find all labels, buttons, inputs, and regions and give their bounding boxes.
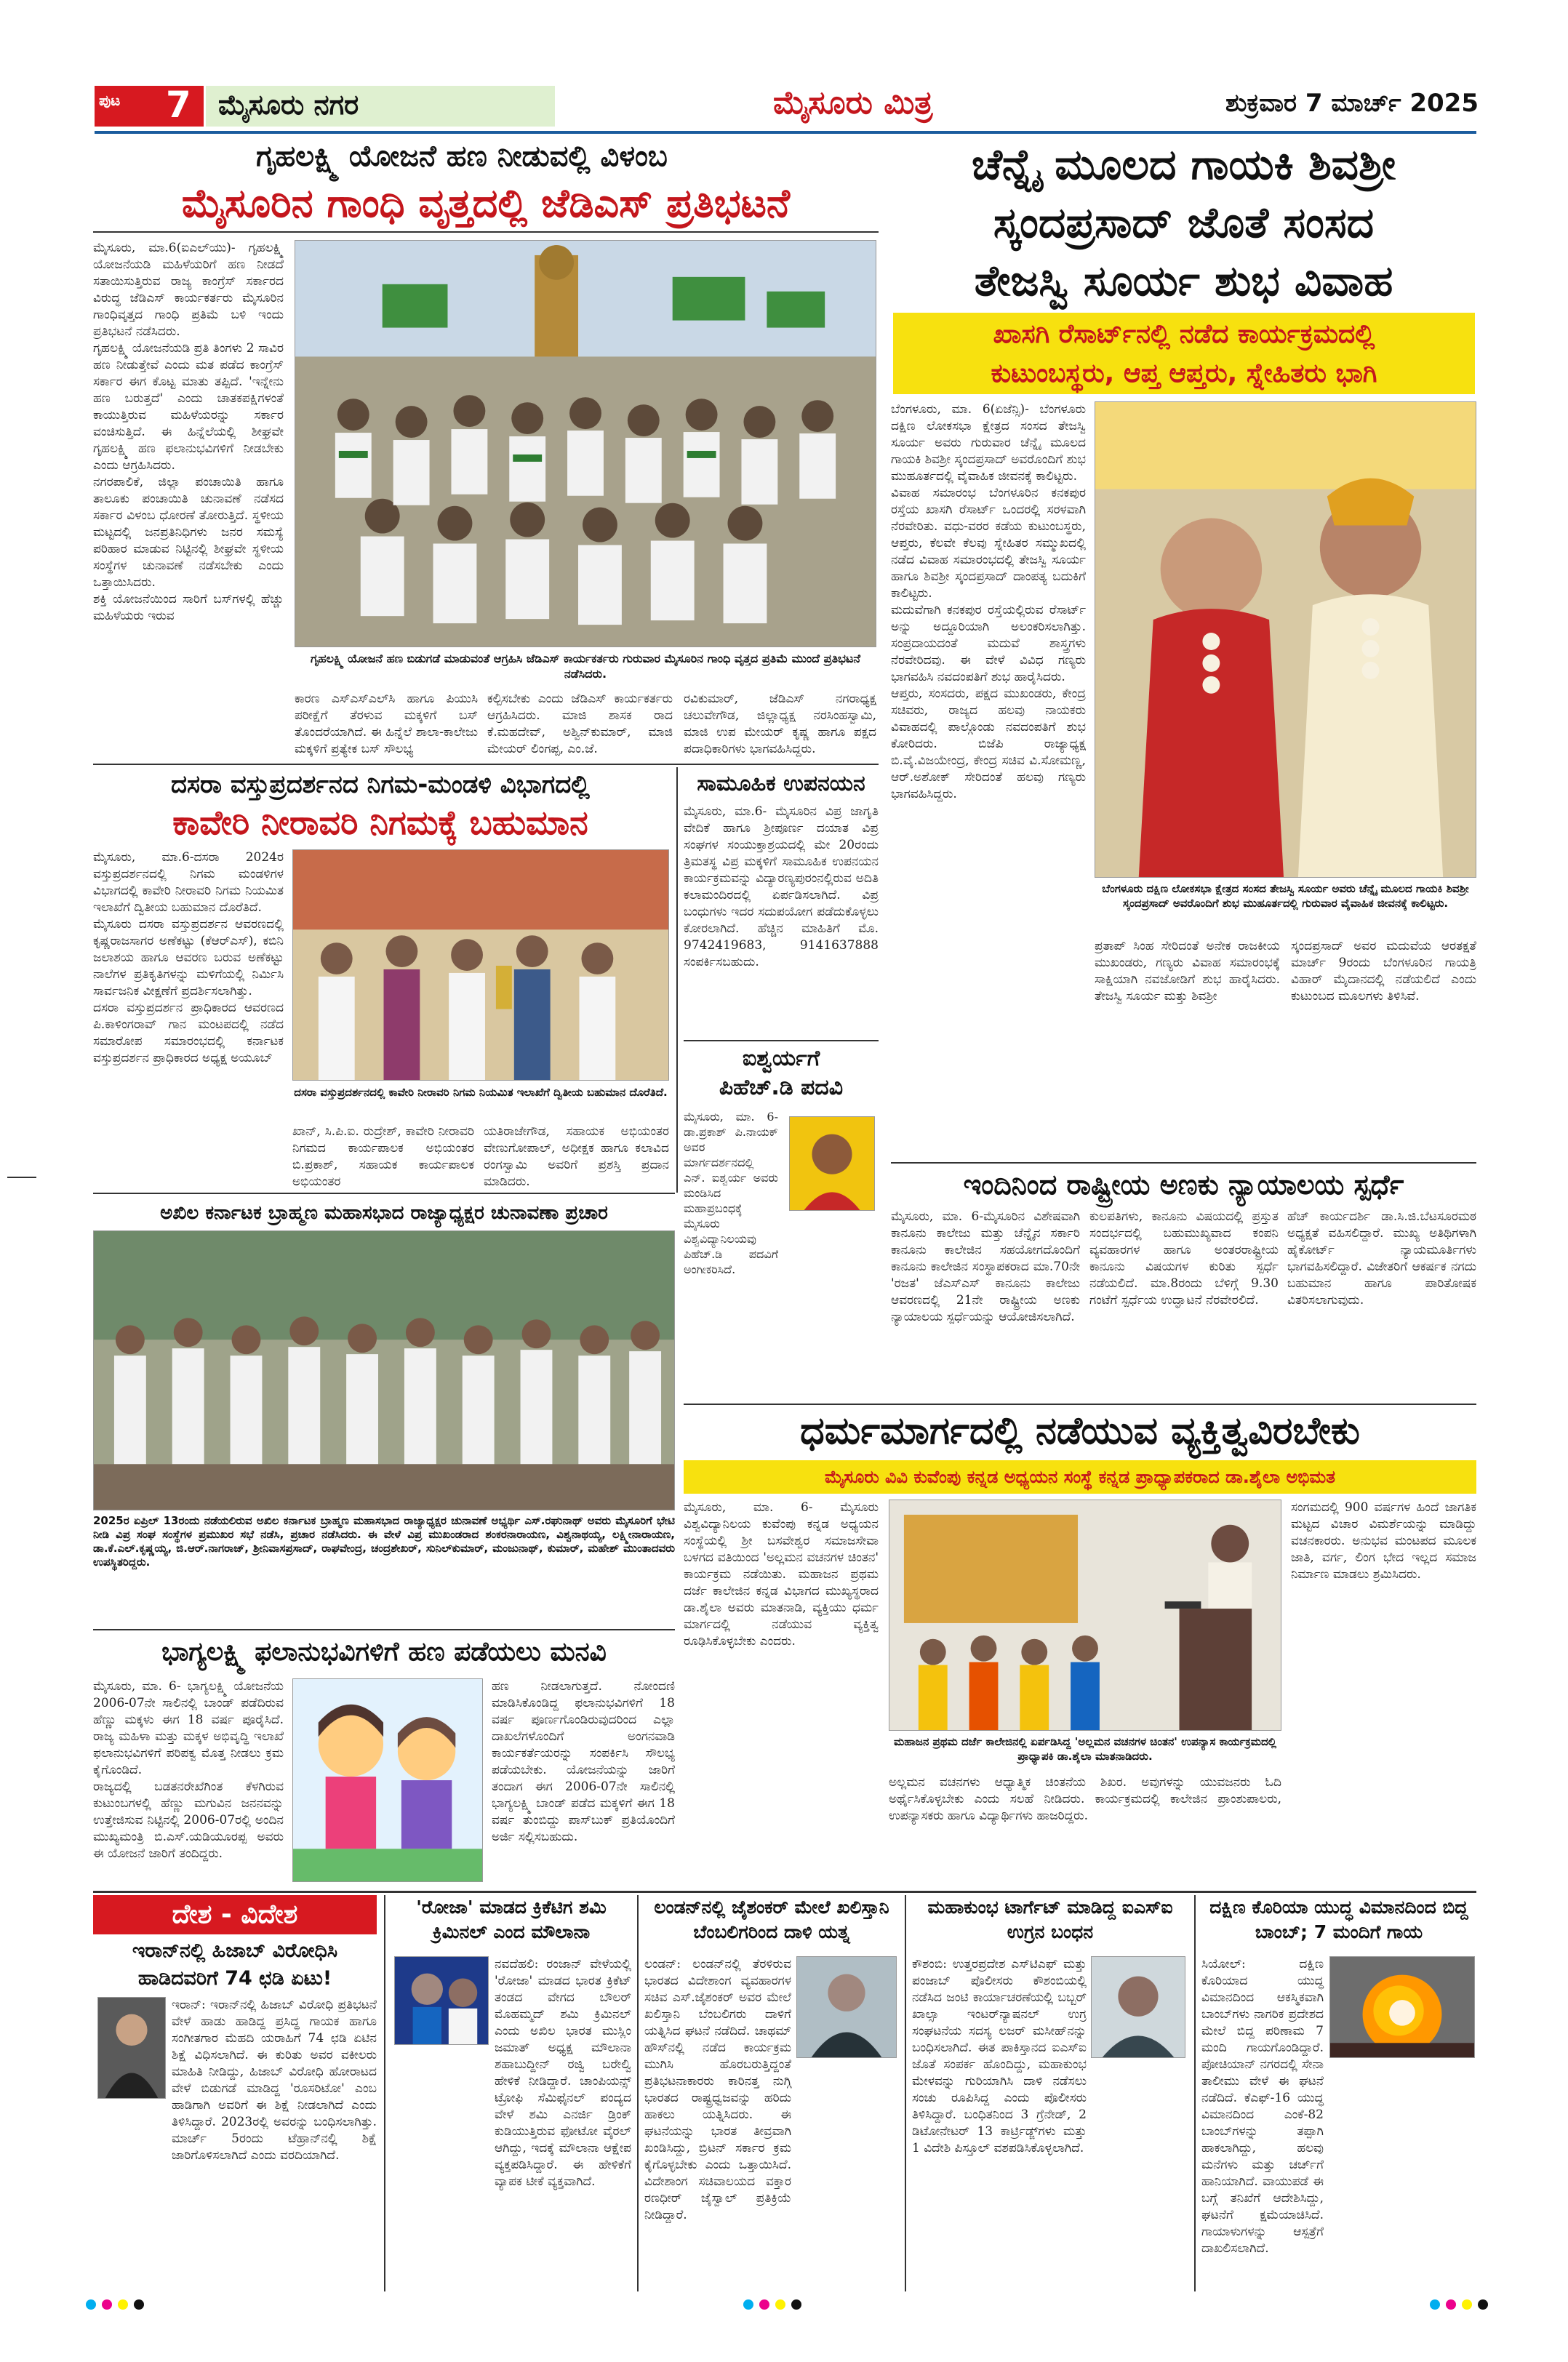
brahmana-meeting-photo [93, 1230, 675, 1510]
wedding-subhead-2: ಕುಟುಂಬಸ್ಥರು, ಆಪ್ತ ಆಪ್ತರು, ಸ್ನೇಹಿತರು ಭಾಗಿ [991, 359, 1377, 388]
kaveri-column-1: ಮೈಸೂರು, ಮಾ.6-ದಸರಾ 2024ರ ವಸ್ತುಪ್ರದರ್ಶನದಲ್ಲಿ ನಿಗಮ ಮಂಡಳಿಗಳ ವಿಭಾಗದಲ್ಲಿ ಕಾವೇರಿ ನೀರಾವರಿ ನಿಗಮ ನಿಯಮಿತ ಇಲಾಖೆಗೆ ದ್ವಿತೀಯ ಬಹುಮಾನ ದೊರೆತಿದೆ. ಮೈಸೂರು ದಸರಾ ವಸ್ತುಪ್ರದರ್ಶನ ಆವರಣದಲ್ಲಿ ಕೃಷ್ಣರಾಜಸಾಗರ ಅಣೆಕಟ್ಟು (ಕೆಆರ್‌ಎಸ್), ಕಬಿನಿ ಜಲಾಶಯ ಹಾಗೂ ಆವರಣ ಬರುವ ಅಣೆಕಟ್ಟು ನಾಲೆಗಳ ಪ್ರತಿಕೃತಿಗಳನ್ನು ಮಳಿಗೆಯಲ್ಲಿ ನಿರ್ಮಿಸಿ ಸಾರ್ವಜನಿಕ ವೀಕ್ಷಣೆಗೆ ಪ್ರದರ್ಶಿಸಲಾಗಿತ್ತು. ದಸರಾ ವಸ್ತುಪ್ರದರ್ಶನ ಪ್ರಾಧಿಕಾರದ ಆವರಣದ ಪಿ.ಕಾಳಿಂಗರಾವ್ ಗಾನ ಮಂಟಪದಲ್ಲಿ ನಡೆದ ಸಮಾರೋಪ ಸಮಾರಂಭದಲ್ಲಿ ಕರ್ನಾಟಕ ವಸ್ತುಪ್ರದರ್ಶನ ಪ್ರಾಧಿಕಾರದ ಅಧ್ಯಕ್ಷ ಅಯೂಬ್ [93, 850, 284, 1065]
bhagyalakshmi-top-rule [93, 1629, 675, 1630]
dharma-headline: ಧರ್ಮಮಾರ್ಗದಲ್ಲಿ ನಡೆಯುವ ವ್ಯಕ್ತಿತ್ವವಿರಬೇಕು [800, 1409, 1360, 1453]
registration-dot-icon [118, 2299, 128, 2310]
registration-dot-icon [1430, 2299, 1440, 2310]
wedding-headline-3: ತೇಜಸ್ವಿ ಸೂರ್ಯ ಶುಭ ವಿವಾಹ [974, 256, 1393, 305]
kaveri-headline: ಕಾವೇರಿ ನೀರಾವರಿ ನಿಗಮಕ್ಕೆ ಬಹುಮಾನ [172, 803, 588, 842]
registration-dot-icon [102, 2299, 112, 2310]
dharma-photo-caption: ಮಹಾಜನ ಪ್ರಥಮ ದರ್ಜೆ ಕಾಲೇಜಿನಲ್ಲಿ ಏರ್ಪಡಿಸಿದ್ದ 'ಅಲ್ಲಮನ ವಚನಗಳ ಚಿಂತನ' ಉಪನ್ಯಾಸ ಕಾರ್ಯಕ್ರಮದಲ್ಲಿ ಪ್ರಾಧ್ಯಾಪಕಿ ಡಾ.ಶೈಲಾ ಮಾತನಾಡಿದರು. [893, 1735, 1277, 1763]
wedding-column-1: ಬೆಂಗಳೂರು, ಮಾ. 6(ಏಜೆನ್ಸಿ)- ಬೆಂಗಳೂರು ದಕ್ಷಿಣ ಲೋಕಸಭಾ ಕ್ಷೇತ್ರದ ಸಂಸದ ತೇಜಸ್ವಿ ಸೂರ್ಯ ಅವರು ಗುರುವಾರ ಚೆನ್ನೈ ಮೂಲದ ಗಾಯಕಿ ಶಿವಶ್ರೀ ಸ್ಕಂದಪ್ರಸಾದ್ ಅವರೊಂದಿಗೆ ಶುಭ ಮುಹೂರ್ತದಲ್ಲಿ ವೈವಾಹಿಕ ಜೀವನಕ್ಕೆ ಕಾಲಿಟ್ಟರು. ವಿವಾಹ ಸಮಾರಂಭ ಬೆಂಗಳೂರಿನ ಕನಕಪುರ ರಸ್ತೆಯ ಖಾಸಗಿ ರೆಸಾರ್ಟ್ ಒಂದರಲ್ಲಿ ಸರಳವಾಗಿ ನೆರವೇರಿತು. ವಧು-ವರರ ಕಡೆಯ ಕುಟುಂಬಸ್ಥರು, ಆಪ್ತರು, ಕೆಲವೇ ಕೆಲವು ಸ್ನೇಹಿತರ ಸಮ್ಮುಖದಲ್ಲಿ ನಡೆದ ವಿವಾಹ ಸಮಾರಂಭದಲ್ಲಿ ತೇಜಸ್ವಿ ಸೂರ್ಯ ಹಾಗೂ ಶಿವಶ್ರೀ ಸ್ಕಂದಪ್ರಸಾದ್ ದಾಂಪತ್ಯ ಬದುಕಿಗೆ ಕಾಲಿಟ್ಟರು. ಮದುವೆಗಾಗಿ ಕನಕಪುರ ರಸ್ತೆಯಲ್ಲಿರುವ ರೆಸಾರ್ಟ್ ಅನ್ನು ಅದ್ದೂರಿಯಾಗಿ ಅಲಂಕರಿಸಲಾಗಿತ್ತು. ಸಂಪ್ರದಾಯದಂತೆ ಮದುವೆ ಶಾಸ್ತ್ರಗಳು ನೆರವೇರಿದವು. ಈ ವೇಳೆ ವಿವಿಧ ಗಣ್ಯರು ಭಾಗವಹಿಸಿ ನವದಂಪತಿಗೆ ಶುಭ ಹಾರೈಸಿದರು. ಆಪ್ತರು, ಸಂಸದರು, ಪಕ್ಷದ ಮುಖಂಡರು, ಕೇಂದ್ರ ಸಚಿವರು, ರಾಜ್ಯದ ಹಲವು ನಾಯಕರು ವಿವಾಹದಲ್ಲಿ ಪಾಲ್ಗೊಂಡು ನವದಂಪತಿಗೆ ಶುಭ ಕೋರಿದರು. ಬಿಜೆಪಿ ರಾಜ್ಯಾಧ್ಯಕ್ಷ ಬಿ.ವೈ.ವಿಜಯೇಂದ್ರ, ಕೇಂದ್ರ ಸಚಿವ ವಿ.ಸೋಮಣ್ಣ, ಆರ್.ಅಶೋಕ್ ಸೇರಿದಂತೆ ಹಲವು ಗಣ್ಯರು ಭಾಗವಹಿಸಿದ್ದರು. [891, 402, 1086, 801]
world-top-rule [93, 1891, 1476, 1893]
protest-crowd-illustration [295, 241, 876, 646]
bhagyalakshmi-headline: ಭಾಗ್ಯಲಕ್ಷ್ಮಿ ಫಲಾನುಭವಿಗಳಿಗೆ ಹಣ ಪಡೆಯಲು ಮನವಿ [161, 1637, 607, 1667]
wedding-couple-photo [1095, 401, 1476, 878]
jds-photo-caption: ಗೃಹಲಕ್ಷ್ಮಿ ಯೋಜನೆ ಹಣ ಬಿಡುಗಡೆ ಮಾಡುವಂತೆ ಆಗ್ರಹಿಸಿ ಜೆಡಿಎಸ್ ಕಾರ್ಯಕರ್ತರು ಗುರುವಾರ ಮೈಸೂರಿನ ಗಾಂಧಿ ವೃತ್ತದ ಪ್ರತಿಮೆ ಮುಂದೆ ಪ್ರತಿಭಟನೆ ನಡೆಸಿದರು. [311, 652, 860, 681]
upanayana-text: ಮೈಸೂರು, ಮಾ.6- ಮೈಸೂರಿನ ವಿಪ್ರ ಜಾಗೃತಿ ವೇದಿಕೆ ಹಾಗೂ ಶ್ರೀಪೂರ್ಣ ದಯಾತ ವಿಪ್ರ ಸಂಘಗಳ ಸಂಯುಕ್ತಾಶ್ರಯದಲ್ಲಿ ಮೇ 20ರಂದು ತ್ರಿಮತಸ್ಥ ವಿಪ್ರ ಮಕ್ಕಳಿಗೆ ಸಾಮೂಹಿಕ ಉಪನಯನ ಕಾರ್ಯಕ್ರಮವನ್ನು ವಿದ್ಯಾರಣ್ಯಪುರಂನಲ್ಲಿರುವ ಅದಿತಿ ಕಲಾಮಂದಿರದಲ್ಲಿ ಏರ್ಪಡಿಸಲಾಗಿದೆ. ವಿಪ್ರ ಬಂಧುಗಳು ಇದರ ಸದುಪಯೋಗ ಪಡೆದುಕೊಳ್ಳಲು ಕೋರಲಾಗಿದೆ. ಹೆಚ್ಚಿನ ಮಾಹಿತಿಗೆ ಮೊ. 9742419683, 9141637888 ಸಂಪರ್ಕಿಸಬಹುದು. [684, 804, 883, 969]
court-headline: ಇಂದಿನಿಂದ ರಾಷ್ಟ್ರೀಯ ಅಣಕು ನ್ಯಾಯಾಲಯ ಸ್ಪರ್ಧೆ [963, 1169, 1404, 1201]
masthead: ಮೈಸೂರು ಮಿತ್ರ [773, 84, 933, 121]
bhagyalakshmi-column-2: ಹಣ ನೀಡಲಾಗುತ್ತದೆ. ನೋಂದಣಿ ಮಾಡಿಸಿಕೊಂಡಿದ್ದ ಫಲಾನುಭವಿಗಳಿಗೆ 18 ವರ್ಷ ಪೂರ್ಣಗೊಂಡಿರುವುದರಿಂದ ಎಲ್ಲಾ ದಾಖಲೆಗಳೊಂದಿಗೆ ಅಂಗನವಾಡಿ ಕಾರ್ಯಕರ್ತೆಯರನ್ನು ಸಂಪರ್ಕಿಸಿ ಸೌಲಭ್ಯ ಪಡೆಯಬೇಕು. ಯೋಜನೆಯನ್ನು ಜಾರಿಗೆ ತಂದಾಗ ಈಗ 2006-07ನೇ ಸಾಲಿನಲ್ಲಿ ಭಾಗ್ಯಲಕ್ಷ್ಮಿ ಬಾಂಡ್ ಪಡೆದ ಮಕ್ಕಳಿಗೆ ಈಗ 18 ವರ್ಷ ತುಂಬಿದ್ದು ಪಾಸ್‌ಬುಕ್ ಪ್ರತಿಯೊಂದಿಗೆ ಅರ್ಜಿ ಸಲ್ಲಿಸಬಹುದು. [492, 1679, 679, 1844]
portrait-illustration [790, 1117, 874, 1210]
jds-column-3: ಕಲ್ಪಿಸಬೇಕು ಎಂದು ಜೆಡಿಎಸ್ ಕಾರ್ಯಕರ್ತರು ಆಗ್ರಹಿಸಿದರು. ಮಾಜಿ ಶಾಸಕ ರಾದ ಕೆ.ಮಹದೇವ್, ಅಶ್ವಿನ್‌ಕುಮಾರ್, ಮಾಜಿ ಮೇಯರ್ ಲಿಂಗಪ್ಪ, ಎಂ.ಜೆ. [487, 692, 677, 756]
kaveri-column-3: ಯತಿರಾಜೇಗೌಡ, ಸಹಾಯಕ ಅಭಿಯಂತರ ವೇಣುಗೋಪಾಲ್, ಅಧೀಕ್ಷಕ ಹಾಗೂ ಕಲಾವಿದ ರಂಗಸ್ವಾಮಿ ಅವರಿಗೆ ಪ್ರಶಸ್ತಿ ಪ್ರದಾನ ಮಾಡಿದರು. [484, 1124, 673, 1189]
phd-top-rule [684, 1040, 879, 1041]
lecture-stage-illustration [889, 1500, 1281, 1730]
dharma-subhead: ಮೈಸೂರು ವಿವಿ ಕುವೆಂಪು ಕನ್ನಡ ಅಧ್ಯಯನ ಸಂಸ್ಥೆ ಕನ್ನಡ ಪ್ರಾಧ್ಯಾಪಕರಾದ ಡಾ.ಶೈಲಾ ಅಭಿಮತ [825, 1467, 1335, 1487]
wedding-column-2: ಪ್ರತಾಪ್ ಸಿಂಹ ಸೇರಿದಂತೆ ಅನೇಕ ರಾಜಕೀಯ ಮುಖಂಡರು, ಗಣ್ಯರು ವಿವಾಹ ಸಮಾರಂಭಕ್ಕೆ ಸಾಕ್ಷಿಯಾಗಿ ನವಜೋಡಿಗೆ ಶುಭ ಹಾರೈಸಿದರು. ತೇಜಸ್ವಿ ಸೂರ್ಯ ಮತ್ತು ಶಿವಶ್ರೀ [1095, 939, 1284, 1004]
award-ceremony-illustration [293, 850, 668, 1080]
dharma-column-2: ಸಂಗಮದಲ್ಲಿ 900 ವರ್ಷಗಳ ಹಿಂದೆ ಜಾಗತಿಕ ಮಟ್ಟದ ವಿಚಾರ ವಿಮರ್ಶೆಯನ್ನು ಮಾಡಿದ್ದು ವಚನಕಾರರು. ಅನುಭವ ಮಂಟಪದ ಮೂಲಕ ಜಾತಿ, ವರ್ಗ, ಲಿಂಗ ಭೇದ ಇಲ್ಲದ ಸಮಾಜ ನಿರ್ಮಾಣ ಮಾಡಲು ಶ್ರಮಿಸಿದರು. [1291, 1500, 1481, 1582]
korea-headline: ದಕ್ಷಿಣ ಕೊರಿಯಾ ಯುದ್ಧ ವಿಮಾನದಿಂದ ಬಿದ್ದ ಬಾಂಬ್; 7 ಮಂದಿಗೆ ಗಾಯ [1209, 1897, 1468, 1942]
registration-dot-icon [1462, 2299, 1472, 2310]
registration-dot-icon [86, 2299, 96, 2310]
phd-portrait [789, 1116, 875, 1211]
court-column-1: ಮೈಸೂರು, ಮಾ. 6-ಮೈಸೂರಿನ ವಿಶೇಷವಾಗಿ ಕಾನೂನು ಕಾಲೇಜು ಮತ್ತು ಚೆನ್ನೈನ ಸರ್ಕಾರಿ ಕಾನೂನು ಕಾಲೇಜಿನ ಸಹಯೋಗದೊಂದಿಗೆ ಕಾನೂನು ಕಾಲೇಜಿನ ಸಂಸ್ಥಾಪಕರಾದ ಮಾ.70ನೇ 'ರಜತ' ಜೆಎಸ್‌ಎಸ್ ಕಾನೂನು ಕಾಲೇಜು ಆವರಣದಲ್ಲಿ 21ನೇ ರಾಷ್ಟ್ರೀಯ ಅಣಕು ನ್ಯಾಯಾಲಯ ಸ್ಪರ್ಧೆಯನ್ನು ಆಯೋಜಿಸಲಾಗಿದೆ. [891, 1209, 1084, 1324]
london-headline: ಲಂಡನ್‌ನಲ್ಲಿ ಜೈಶಂಕರ್ ಮೇಲೆ ಖಲಿಸ್ತಾನಿ ಬೆಂಬಲಿಗರಿಂದ ದಾಳಿ ಯತ್ನ [654, 1897, 889, 1942]
kaveri-kicker: ದಸರಾ ವಸ್ತುಪ್ರದರ್ಶನದ ನಿಗಮ-ಮಂಡಳಿ ವಿಭಾಗದಲ್ಲಿ [170, 770, 590, 799]
kaveri-top-rule [93, 764, 879, 765]
jds-column-1: ಮೈಸೂರು, ಮಾ.6(ಐಎಲ್‌ಯು)- ಗೃಹಲಕ್ಷ್ಮಿ ಯೋಜನೆಯಡಿ ಮಹಿಳೆಯರಿಗೆ ಹಣ ನೀಡದೆ ಸತಾಯಿಸುತ್ತಿರುವ ರಾಜ್ಯ ಕಾಂಗ್ರೆಸ್ ಸರ್ಕಾರದ ವಿರುದ್ಧ ಜೆಡಿಎಸ್ ಕಾರ್ಯಕರ್ತರು ಮೈಸೂರಿನ ಗಾಂಧಿವೃತ್ತದ ಗಾಂಧಿ ಪ್ರತಿಮೆ ಬಳಿ ಇಂದು ಪ್ರತಿಭಟನೆ ನಡೆಸಿದರು. ಗೃಹಲಕ್ಷ್ಮಿ ಯೋಜನೆಯಡಿ ಪ್ರತಿ ತಿಂಗಳು 2 ಸಾವಿರ ಹಣ ನೀಡುತ್ತೇವೆ ಎಂದು ಮತ ಪಡೆದ ಕಾಂಗ್ರೆಸ್ ಸರ್ಕಾರ ಈಗ ಕೊಟ್ಟ ಮಾತು ತಪ್ಪಿದೆ. 'ಇನ್ನೇನು ಹಣ ಬರುತ್ತದೆ' ಎಂದು ಚಾತಕಪಕ್ಷಿಗಳಂತೆ ಕಾಯುತ್ತಿರುವ ಮಹಿಳೆಯರನ್ನು ಸರ್ಕಾರ ವಂಚಿಸುತ್ತಿದೆ. ಈ ಹಿನ್ನೆಲೆಯಲ್ಲಿ ಶೀಘ್ರವೇ ಗೃಹಲಕ್ಷ್ಮಿ ಹಣ ಫಲಾನುಭವಿಗಳಿಗೆ ನೀಡಬೇಕು ಎಂದು ಆಗ್ರಹಿಸಿದರು. ನಗರಪಾಲಿಕೆ, ಜಿಲ್ಲಾ ಪಂಚಾಯಿತಿ ಹಾಗೂ ತಾಲೂಕು ಪಂಚಾಯಿತಿ ಚುನಾವಣೆ ನಡೆಸದ ಸರ್ಕಾರ ವಿಳಂಬ ಧೋರಣೆ ತೋರುತ್ತಿದೆ. ಸ್ಥಳೀಯ ಮಟ್ಟದಲ್ಲಿ ಜನಪ್ರತಿನಿಧಿಗಳು ಜನರ ಸಮಸ್ಯೆ ಪರಿಹಾರ ಮಾಡುವ ನಿಟ್ಟಿನಲ್ಲಿ ಶೀಘ್ರವೇ ಸ್ಥಳೀಯ ಸಂಸ್ಥೆಗಳ ಚುನಾವಣೆ ನಡೆಸಬೇಕು ಎಂದು ಒತ್ತಾಯಿಸಿದರು. ಶಕ್ತಿ ಯೋಜನೆಯಿಂದ ಸಾರಿಗೆ ಬಸ್‌ಗಳಲ್ಲಿ ಹೆಚ್ಚು ಮಹಿಳೆಯರು ಇರುವ [93, 241, 284, 623]
wedding-photo-caption: ಬೆಂಗಳೂರು ದಕ್ಷಿಣ ಲೋಕಸಭಾ ಕ್ಷೇತ್ರದ ಸಂಸದ ತೇಜಸ್ವಿ ಸೂರ್ಯ ಅವರು ಚೆನ್ನೈ ಮೂಲದ ಗಾಯಕಿ ಶಿವಶ್ರೀ ಸ್ಕಂದಪ್ರಸಾದ್ ಅವರೊಂದಿಗೆ ಶುಭ ಮುಹೂರ್ತದಲ್ಲಿ ಗುರುವಾರ ವೈವಾಹಿಕ ಜೀವನಕ್ಕೆ ಕಾಲಿಟ್ಟರು. [1102, 882, 1469, 910]
registration-dot-icon [759, 2299, 769, 2310]
registration-dot-icon [1446, 2299, 1456, 2310]
court-column-3: ಹೆಚ್ ಕಾರ್ಯದರ್ಶಿ ಡಾ.ಸಿ.ಜಿ.ಬೆಟಸೂರಮಠ ಅಧ್ಯಕ್ಷತೆ ವಹಿಸಲಿದ್ದಾರೆ. ಮುಖ್ಯ ಅತಿಥಿಗಳಾಗಿ ಹೈಕೋರ್ಟ್ ನ್ಯಾಯಮೂರ್ತಿಗಳು ಭಾಗವಹಿಸಲಿದ್ದಾರೆ. ವಿಜೇತರಿಗೆ ಆಕರ್ಷಕ ನಗದು ಬಹುಮಾನ ಹಾಗೂ ಪಾರಿತೋಷಕ ವಿತರಿಸಲಾಗುವುದು. [1287, 1209, 1481, 1308]
header-rule [95, 131, 1476, 134]
jds-column-2: ಕಾರಣ ಎಸ್‌ಎಸ್‌ಎಲ್‌ಸಿ ಹಾಗೂ ಪಿಯುಸಿ ಪರೀಕ್ಷೆಗೆ ತೆರಳುವ ಮಕ್ಕಳಿಗೆ ಬಸ್ ತೊಂದರೆಯಾಗಿದೆ. ಈ ಹಿನ್ನೆಲೆ ಶಾಲಾ-ಕಾಲೇಜು ಮಕ್ಕಳಿಗೆ ಪ್ರತ್ಯೇಕ ಬಸ್ ಸೌಲಭ್ಯ [295, 692, 482, 756]
wedding-headline-2: ಸ್ಕಂದಪ್ರಸಾದ್ ಜೊತೆ ಸಂಸದ [993, 198, 1375, 247]
registration-dot-icon [775, 2299, 785, 2310]
wedding-headline-1: ಚೆನ್ನೈ ಮೂಲದ ಗಾಯಕಿ ಶಿವಶ್ರೀ [971, 140, 1396, 189]
phd-headline-2: ಪಿಹೆಚ್.ಡಿ ಪದವಿ [719, 1075, 844, 1100]
registration-dot-icon [1478, 2299, 1488, 2310]
jds-headline: ಮೈಸೂರಿನ ಗಾಂಧಿ ವೃತ್ತದಲ್ಲಿ ಜೆಡಿಎಸ್ ಪ್ರತಿಭಟನೆ [181, 180, 791, 226]
children-cartoon-illustration [293, 1679, 482, 1881]
phd-text: ಮೈಸೂರು, ಮಾ. 6- ಡಾ.ಪ್ರಕಾಶ್ ಪಿ.ನಾಯಕ್ ಅವರ ಮಾರ್ಗದರ್ಶನದಲ್ಲಿ ಎನ್. ಐಶ್ವರ್ಯ ಅವರು ಮಂಡಿಸಿದ ಮಹಾಪ್ರಬಂಧಕ್ಕೆ ಮೈಸೂರು ವಿಶ್ವವಿದ್ಯಾನಿಲಯವು ಪಿಹೆಚ್.ಡಿ ಪದವಿಗೆ ಅಂಗೀಕರಿಸಿದೆ. [684, 1110, 783, 1276]
page-number: 7 [166, 84, 191, 126]
kumbh-headline: ಮಹಾಕುಂಭ ಟಾರ್ಗೆಟ್ ಮಾಡಿದ್ದ ಐಎಸ್‌ಐ ಉಗ್ರನ ಬಂಧನ [927, 1897, 1173, 1942]
registration-dot-icon [791, 2299, 801, 2310]
jds-rule [93, 231, 879, 233]
dharma-column-3: ಅಲ್ಲಮನ ವಚನಗಳು ಆಧ್ಯಾತ್ಮಿಕ ಚಿಂತನೆಯ ಶಿಖರ. ಅವುಗಳನ್ನು ಯುವಜನರು ಓದಿ ಅರ್ಥೈಸಿಕೊಳ್ಳಬೇಕು ಎಂದು ಸಲಹೆ ನೀಡಿದರು. ಕಾರ್ಯಕ್ರಮದಲ್ಲಿ ಕಾಲೇಜಿನ ಪ್ರಾಂಶುಪಾಲರು, ಉಪನ್ಯಾಸಕರು ಹಾಗೂ ವಿದ್ಯಾರ್ಥಿಗಳು ಹಾಜರಿದ್ದರು. [889, 1775, 1286, 1823]
wedding-column-3: ಸ್ಕಂದಪ್ರಸಾದ್ ಅವರ ಮದುವೆಯ ಆರತಕ್ಷತೆ ಮಾರ್ಚ್ 9ರಂದು ಬೆಂಗಳೂರಿನ ಗಾಯತ್ರಿ ವಿಹಾರ್ ಮೈದಾನದಲ್ಲಿ ನಡೆಯಲಿದೆ ಎಂದು ಕುಟುಂಬದ ಮೂಲಗಳು ತಿಳಿಸಿವೆ. [1291, 939, 1481, 1004]
jds-protest-photo [295, 240, 876, 647]
upanayana-side-rule [676, 767, 678, 1193]
meeting-group-illustration [94, 1231, 674, 1510]
shami-text: ನವದೆಹಲಿ: ರಂಜಾನ್ ವೇಳೆಯಲ್ಲಿ 'ರೋಜಾ' ಮಾಡದ ಭಾರತ ಕ್ರಿಕೆಟ್ ತಂಡದ ವೇಗದ ಬೌಲರ್ ಮೊಹಮ್ಮದ್ ಶಮಿ ಕ್ರಿಮಿನಲ್ ಎಂದು ಅಖಿಲ ಭಾರತ ಮುಸ್ಲಿಂ ಜಮಾತ್ ಅಧ್ಯಕ್ಷ ಮೌಲಾನಾ ಶಹಾಬುದ್ದೀನ್ ರಜ್ವಿ ಬರೇಲ್ವಿ ಹೇಳಿಕೆ ನೀಡಿದ್ದಾರೆ. ಚಾಂಪಿಯನ್ಸ್ ಟ್ರೋಫಿ ಸೆಮಿಫೈನಲ್ ಪಂದ್ಯದ ವೇಳೆ ಶಮಿ ಎನರ್ಜಿ ಡ್ರಿಂಕ್ ಕುಡಿಯುತ್ತಿರುವ ಫೋಟೋ ವೈರಲ್ ಆಗಿದ್ದು, ಇದಕ್ಕೆ ಮೌಲಾನಾ ಆಕ್ಷೇಪ ವ್ಯಕ್ತಪಡಿಸಿದ್ದಾರೆ. ಈ ಹೇಳಿಕೆಗೆ ವ್ಯಾಪಕ ಟೀಕೆ ವ್ಯಕ್ತವಾಗಿದೆ. [495, 1957, 636, 2189]
section-label: ಮೈಸೂರು ನಗರ [218, 89, 359, 121]
korea-text: ಸಿಯೋಲ್: ದಕ್ಷಿಣ ಕೊರಿಯಾದ ಯುದ್ಧ ವಿಮಾನದಿಂದ ಆಕಸ್ಮಿಕವಾಗಿ ಬಾಂಬ್‌ಗಳು ನಾಗರಿಕ ಪ್ರದೇಶದ ಮೇಲೆ ಬಿದ್ದ ಪರಿಣಾಮ 7 ಮಂದಿ ಗಾಯಗೊಂಡಿದ್ದಾರೆ. ಪೋಚಿಯಾನ್ ನಗರದಲ್ಲಿ ಸೇನಾ ತಾಲೀಮು ವೇಳೆ ಈ ಘಟನೆ ನಡೆದಿದೆ. ಕೆಎಫ್-16 ಯುದ್ಧ ವಿಮಾನದಿಂದ ಎಂಕೆ-82 ಬಾಂಬ್‌ಗಳನ್ನು ತಪ್ಪಾಗಿ ಹಾಕಲಾಗಿದ್ದು, ಹಲವು ಮನೆಗಳು ಮತ್ತು ಚರ್ಚ್‌ಗೆ ಹಾನಿಯಾಗಿದೆ. ವಾಯುಪಡೆ ಈ ಬಗ್ಗೆ ತನಿಖೆಗೆ ಆದೇಶಿಸಿದ್ದು, ಘಟನೆಗೆ ಕ್ಷಮೆಯಾಚಿಸಿದೆ. ಗಾಯಾಳುಗಳನ್ನು ಆಸ್ಪತ್ರೆಗೆ ದಾಖಲಿಸಲಾಗಿದೆ. [1201, 1957, 1328, 2256]
wedding-subhead-1: ಖಾಸಗಿ ರೆಸಾರ್ಟ್‌ನಲ್ಲಿ ನಡೆದ ಕಾರ್ಯಕ್ರಮದಲ್ಲಿ [993, 319, 1375, 349]
world-divider-4 [1194, 1895, 1196, 2291]
left-margin-mark [7, 1177, 36, 1178]
jds-kicker: ಗೃಹಲಕ್ಷ್ಮಿ ಯೋಜನೆ ಹಣ ನೀಡುವಲ್ಲಿ ವಿಳಂಬ [256, 140, 668, 173]
kumbh-text: ಕೌಶಂಬಿ: ಉತ್ತರಪ್ರದೇಶ ಎಸ್‌ಟಿಎಫ್ ಮತ್ತು ಪಂಜಾಬ್ ಪೊಲೀಸರು ಕೌಶಂಬಿಯಲ್ಲಿ ನಡೆಸಿದ ಜಂಟಿ ಕಾರ್ಯಾಚರಣೆಯಲ್ಲಿ ಬಬ್ಬರ್ ಖಾಲ್ಸಾ ಇಂಟರ್‌ನ್ಯಾಷನಲ್ ಉಗ್ರ ಸಂಘಟನೆಯ ಸದಸ್ಯ ಲಜರ್ ಮಸೀಹ್‌ನನ್ನು ಬಂಧಿಸಲಾಗಿದೆ. ಈತ ಪಾಕಿಸ್ತಾನದ ಐಎಸ್‌ಐ ಜೊತೆ ಸಂಪರ್ಕ ಹೊಂದಿದ್ದು, ಮಹಾಕುಂಭ ಮೇಳವನ್ನು ಗುರಿಯಾಗಿಸಿ ದಾಳಿ ನಡೆಸಲು ಸಂಚು ರೂಪಿಸಿದ್ದ ಎಂದು ಪೊಲೀಸರು ತಿಳಿಸಿದ್ದಾರೆ. ಬಂಧಿತನಿಂದ 3 ಗ್ರೆನೇಡ್, 2 ಡಿಟೋನೇಟರ್ 13 ಕಾರ್ಟ್ರಿಡ್ಜ್‌ಗಳು ಮತ್ತು 1 ವಿದೇಶಿ ಪಿಸ್ತೂಲ್ ವಶಪಡಿಸಿಕೊಳ್ಳಲಾಗಿದೆ. [912, 1957, 1091, 2155]
registration-dot-icon [134, 2299, 144, 2310]
page-date: ಶುಕ್ರವಾರ 7 ಮಾರ್ಚ್ 2025 [1225, 89, 1479, 118]
upanayana-headline: ಸಾಮೂಹಿಕ ಉಪನಯನ [697, 771, 865, 796]
bhagyalakshmi-illustration [292, 1678, 483, 1882]
page-header [86, 81, 1482, 131]
iran-text: ಇರಾನ್: ಇರಾನ್‌ನಲ್ಲಿ ಹಿಜಾಬ್ ವಿರೋಧಿ ಪ್ರತಿಭಟನೆ ವೇಳೆ ಹಾಡು ಹಾಡಿದ್ದ ಪ್ರಸಿದ್ಧ ಗಾಯಕ ಹಾಗೂ ಸಂಗೀತಗಾರ ಮೆಹದಿ ಯರಾಹಿಗೆ 74 ಛಡಿ ಏಟಿನ ಶಿಕ್ಷೆ ವಿಧಿಸಲಾಗಿದೆ. ಈ ಕುರಿತು ಅವರ ವಕೀಲರು ಮಾಹಿತಿ ನೀಡಿದ್ದು, ಹಿಜಾಬ್ ವಿರೋಧಿ ಹೋರಾಟದ ವೇಳೆ ಬಿಡುಗಡೆ ಮಾಡಿದ್ದ 'ರೂಸರಿಟೋ' ಎಂಬ ಹಾಡಿಗಾಗಿ ಅವರಿಗೆ ಈ ಶಿಕ್ಷೆ ನೀಡಲಾಗಿದೆ ಎಂದು ತಿಳಿಸಿದ್ದಾರೆ. 2023ರಲ್ಲಿ ಅವರನ್ನು ಬಂಧಿಸಲಾಗಿತ್ತು. ಮಾರ್ಚ್ 5ರಂದು ಟೆಹ್ರಾನ್‌ನಲ್ಲಿ ಶಿಕ್ಷೆ ಜಾರಿಗೊಳಿಸಲಾಗಿದೆ ಎಂದು ವರದಿಯಾಗಿದೆ. [172, 1998, 381, 2163]
phd-headline-1: ಐಶ್ವರ್ಯಗೆ [742, 1046, 820, 1071]
dharma-column-1: ಮೈಸೂರು, ಮಾ. 6- ಮೈಸೂರು ವಿಶ್ವವಿದ್ಯಾನಿಲಯ ಕುವೆಂಪು ಕನ್ನಡ ಅಧ್ಯಯನ ಸಂಸ್ಥೆಯಲ್ಲಿ ಶ್ರೀ ಬಸವೇಶ್ವರ ಸಮಾಜಸೇವಾ ಬಳಗದ ವತಿಯಿಂದ 'ಅಲ್ಲಮನ ವಚನಗಳ ಚಿಂತನ' ಕಾರ್ಯಕ್ರಮ ನಡೆಯಿತು. ಮಹಾಜನ ಪ್ರಥಮ ದರ್ಜೆ ಕಾಲೇಜಿನ ಕನ್ನಡ ವಿಭಾಗದ ಮುಖ್ಯಸ್ಥರಾದ ಡಾ.ಶೈಲಾ ಅವರು ಮಾತನಾಡಿ, ವ್ಯಕ್ತಿಯು ಧರ್ಮ ಮಾರ್ಗದಲ್ಲಿ ನಡೆಯುವ ವ್ಯಕ್ತಿತ್ವ ರೂಢಿಸಿಕೊಳ್ಳಬೇಕು ಎಂದರು. [684, 1500, 883, 1649]
shami-headline: 'ರೋಜಾ' ಮಾಡದ ಕ್ರಿಕೆಟಿಗ ಶಮಿ ಕ್ರಿಮಿನಲ್ ಎಂದ ಮೌಲಾನಾ [416, 1897, 607, 1942]
kaveri-award-photo [292, 849, 669, 1081]
brahmana-kicker: ಅಖಿಲ ಕರ್ನಾಟಕ ಬ್ರಾಹ್ಮಣ ಮಹಾಸಭಾದ ರಾಜ್ಯಾಧ್ಯಕ್ಷರ ಚುನಾವಣಾ ಪ್ರಚಾರ [160, 1202, 608, 1224]
world-divider-3 [905, 1895, 906, 2291]
kaveri-photo-caption: ದಸರಾ ವಸ್ತುಪ್ರದರ್ಶನದಲ್ಲಿ ಕಾವೇರಿ ನೀರಾವರಿ ನಿಗಮ ನಿಯಮಿತ ಇಲಾಖೆಗೆ ದ್ವಿತೀಯ ಬಹುಮಾನ ದೊರೆತಿದೆ. [294, 1086, 668, 1099]
world-divider-1 [384, 1895, 385, 2291]
jds-column-4: ರವಿಕುಮಾರ್, ಜೆಡಿಎಸ್ ನಗರಾಧ್ಯಕ್ಷ ಚಲುವೇಗೌಡ, ಜಿಲ್ಲಾಧ್ಯಕ್ಷ ನರಸಿಂಹಸ್ವಾಮಿ, ಮಾಜಿ ಉಪ ಮೇಯರ್ ಕೃಷ್ಣ ಹಾಗೂ ಪಕ್ಷದ ಪದಾಧಿಕಾರಿಗಳು ಭಾಗವಹಿಸಿದ್ದರು. [684, 692, 881, 756]
bhagyalakshmi-column-1: ಮೈಸೂರು, ಮಾ. 6- ಭಾಗ್ಯಲಕ್ಷ್ಮಿ ಯೋಜನೆಯ 2006-07ನೇ ಸಾಲಿನಲ್ಲಿ ಬಾಂಡ್ ಪಡೆದಿರುವ ಹೆಣ್ಣು ಮಕ್ಕಳು ಈಗ 18 ವರ್ಷ ಪೂರೈಸಿದೆ. ರಾಜ್ಯ ಮಹಿಳಾ ಮತ್ತು ಮಕ್ಕಳ ಅಭಿವೃದ್ಧಿ ಇಲಾಖೆ ಫಲಾನುಭವಿಗಳಿಗೆ ಪರಿಪಕ್ವ ಮೊತ್ತ ನೀಡಲು ಕ್ರಮ ಕೈಗೊಂಡಿದೆ. ರಾಜ್ಯದಲ್ಲಿ ಬಡತನರೇಖೆಗಿಂತ ಕೆಳಗಿರುವ ಕುಟುಂಬಗಳಲ್ಲಿ ಹೆಣ್ಣು ಮಗುವಿನ ಜನನವನ್ನು ಉತ್ತೇಜಿಸುವ ನಿಟ್ಟಿನಲ್ಲಿ 2006-07ರಲ್ಲಿ ಅಂದಿನ ಮುಖ್ಯಮಂತ್ರಿ ಬಿ.ಎಸ್.ಯಡಿಯೂರಪ್ಪ ಅವರು ಈ ಯೋಜನೆ ಜಾರಿಗೆ ತಂದಿದ್ದರು. [93, 1679, 284, 1861]
brahmana-top-rule [93, 1193, 675, 1194]
iran-headline: ಇರಾನ್‌ನಲ್ಲಿ ಹಿಜಾಬ್ ವಿರೋಧಿಸಿ ಹಾಡಿದವರಿಗೆ 74 ಛಡಿ ಏಟು! [132, 1939, 338, 1990]
dharma-lecture-photo [889, 1500, 1281, 1731]
world-divider-2 [637, 1895, 639, 2291]
world-section-label: ದೇಶ - ವಿದೇಶ [172, 1899, 298, 1929]
london-text: ಲಂಡನ್: ಲಂಡನ್‌ನಲ್ಲಿ ತೆರಳಿರುವ ಭಾರತದ ವಿದೇಶಾಂಗ ವ್ಯವಹಾರಗಳ ಸಚಿವ ಎಸ್.ಜೈಶಂಕರ್ ಅವರ ಮೇಲೆ ಖಲಿಸ್ತಾನಿ ಬೆಂಬಲಿಗರು ದಾಳಿಗೆ ಯತ್ನಿಸಿದ ಘಟನೆ ನಡೆದಿದೆ. ಚಾಥಮ್ ಹೌಸ್‌ನಲ್ಲಿ ನಡೆದ ಕಾರ್ಯಕ್ರಮ ಮುಗಿಸಿ ಹೊರಬರುತ್ತಿದ್ದಂತೆ ಪ್ರತಿಭಟನಾಕಾರರು ಕಾರಿನತ್ತ ನುಗ್ಗಿ ಭಾರತದ ರಾಷ್ಟ್ರಧ್ವಜವನ್ನು ಹರಿದು ಹಾಕಲು ಯತ್ನಿಸಿದರು. ಈ ಘಟನೆಯನ್ನು ಭಾರತ ತೀವ್ರವಾಗಿ ಖಂಡಿಸಿದ್ದು, ಬ್ರಿಟನ್ ಸರ್ಕಾರ ಕ್ರಮ ಕೈಗೊಳ್ಳಬೇಕು ಎಂದು ಒತ್ತಾಯಿಸಿದೆ. ವಿದೇಶಾಂಗ ಸಚಿವಾಲಯದ ವಕ್ತಾರ ರಣಧೀರ್ ಜೈಸ್ವಾಲ್ ಪ್ರತಿಕ್ರಿಯೆ ನೀಡಿದ್ದಾರೆ. [644, 1957, 796, 2222]
registration-dot-icon [743, 2299, 753, 2310]
wedding-couple-illustration [1095, 402, 1476, 877]
page-label: ಪುಟ [99, 92, 121, 109]
brahmana-photo-caption: 2025ರ ಏಪ್ರಿಲ್ 13ರಂದು ನಡೆಯಲಿರುವ ಅಖಿಲ ಕರ್ನಾಟಕ ಬ್ರಾಹ್ಮಣ ಮಹಾಸಭಾದ ರಾಜ್ಯಾಧ್ಯಕ್ಷರ ಚುನಾವಣೆ ಅಭ್ಯರ್ಥಿ ಎಸ್.ರಘುನಾಥ್ ಅವರು ಮೈಸೂರಿಗೆ ಭೇಟಿ ನೀಡಿ ವಿಪ್ರ ಸಂಘ ಸಂಸ್ಥೆಗಳ ಪ್ರಮುಖರ ಸಭೆ ನಡೆಸಿ, ಪ್ರಚಾರ ನಡೆಸಿದರು. ಈ ವೇಳೆ ವಿಪ್ರ ಮುಖಂಡರಾದ ಶಂಕರನಾರಾಯಣ, ವಿಶ್ವನಾಥಯ್ಯ, ಲಕ್ಷ್ಮೀನಾರಾಯಣ, ಡಾ.ಕೆ.ಎಲ್.ಕೃಷ್ಣಯ್ಯ, ಜಿ.ಆರ್.ನಾಗರಾಜ್, ಶ್ರೀನಿವಾಸಪ್ರಸಾದ್, ರಾಘವೇಂದ್ರ, ಚಂದ್ರಶೇಖರ್, ಸುನಿಲ್‌ಕುಮಾರ್, ಮಂಜುನಾಥ್, ಕುಮಾರ್, ಮಹೇಶ್ ಮುಂತಾದವರು ಉಪಸ್ಥಿತರಿದ್ದರು. [93, 1514, 675, 1569]
court-column-2: ಕುಲಪತಿಗಳು, ಕಾನೂನು ವಿಷಯದಲ್ಲಿ ಪ್ರಸ್ತುತ ಸಂದರ್ಭದಲ್ಲಿ ಬಹುಮುಖ್ಯವಾದ ಕಂಪನಿ ವ್ಯವಹಾರಗಳ ಹಾಗೂ ಅಂತರರಾಷ್ಟ್ರೀಯ ಕಾನೂನು ವಿಷಯಗಳ ಕುರಿತು ಸ್ಪರ್ಧೆ ನಡೆಯಲಿದೆ. ಮಾ.8ರಂದು ಬೆಳಿಗ್ಗೆ 9.30 ಗಂಟೆಗೆ ಸ್ಪರ್ಧೆಯ ಉದ್ಘಾಟನೆ ನೆರವೇರಲಿದೆ. [1089, 1209, 1283, 1308]
kaveri-column-2: ಖಾನ್, ಸಿ.ಪಿ.ಐ. ರುದ್ರೇಶ್, ಕಾವೇರಿ ನೀರಾವರಿ ನಿಗಮದ ಕಾರ್ಯಪಾಲಕ ಅಭಿಯಂತರ ಬಿ.ಪ್ರಕಾಶ್, ಸಹಾಯಕ ಕಾರ್ಯಪಾಲಕ ಅಭಿಯಂತರ [292, 1124, 479, 1189]
